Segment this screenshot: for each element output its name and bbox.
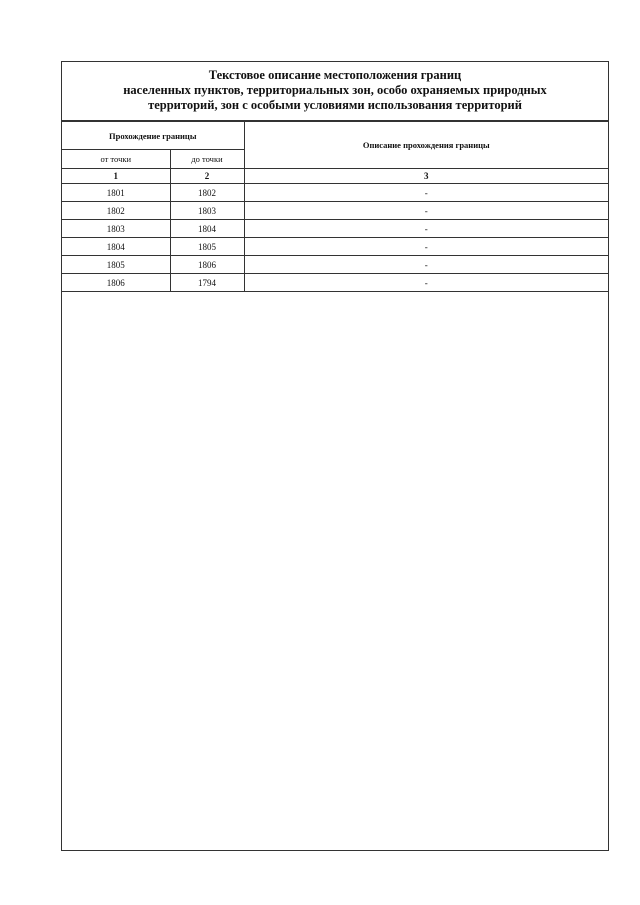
cell-description: - [244, 220, 608, 238]
table-row [62, 202, 608, 220]
header-boundary-description: Описание прохождения границы [244, 122, 608, 169]
table-row [62, 184, 608, 202]
cell-description: - [244, 238, 608, 256]
cell-to-point: 1802 [170, 184, 244, 202]
cell-description: - [244, 202, 608, 220]
cell-from-point: 1805 [62, 256, 170, 274]
cell-from-point: 1801 [62, 184, 170, 202]
table-row [62, 274, 608, 292]
cell-to-point: 1794 [170, 274, 244, 292]
column-number-3: 3 [244, 169, 608, 184]
title-line-1: Текстовое описание местоположения границ [208, 68, 462, 82]
cell-from-point: 1804 [62, 238, 170, 256]
cell-to-point: 1804 [170, 220, 244, 238]
column-number-1: 1 [62, 169, 170, 184]
boundary-table [62, 121, 608, 292]
cell-to-point: 1803 [170, 202, 244, 220]
table-row [62, 256, 608, 274]
document-title [62, 62, 608, 121]
cell-description: - [244, 184, 608, 202]
title-line-2: населенных пунктов, территориальных зон, особо охраняемых природных [123, 83, 547, 97]
header-from-point: от точки [62, 150, 170, 169]
table-row [62, 220, 608, 238]
document-frame [61, 61, 609, 851]
cell-from-point: 1803 [62, 220, 170, 238]
column-number-2: 2 [170, 169, 244, 184]
cell-from-point: 1802 [62, 202, 170, 220]
header-to-point: до точки [170, 150, 244, 169]
cell-description: - [244, 256, 608, 274]
cell-from-point: 1806 [62, 274, 170, 292]
header-boundary-passage: Прохождение границы [62, 122, 244, 150]
cell-to-point: 1805 [170, 238, 244, 256]
cell-to-point: 1806 [170, 256, 244, 274]
cell-description: - [244, 274, 608, 292]
title-line-3: территорий, зон с особыми условиями использования территорий [148, 98, 522, 112]
table-row [62, 238, 608, 256]
